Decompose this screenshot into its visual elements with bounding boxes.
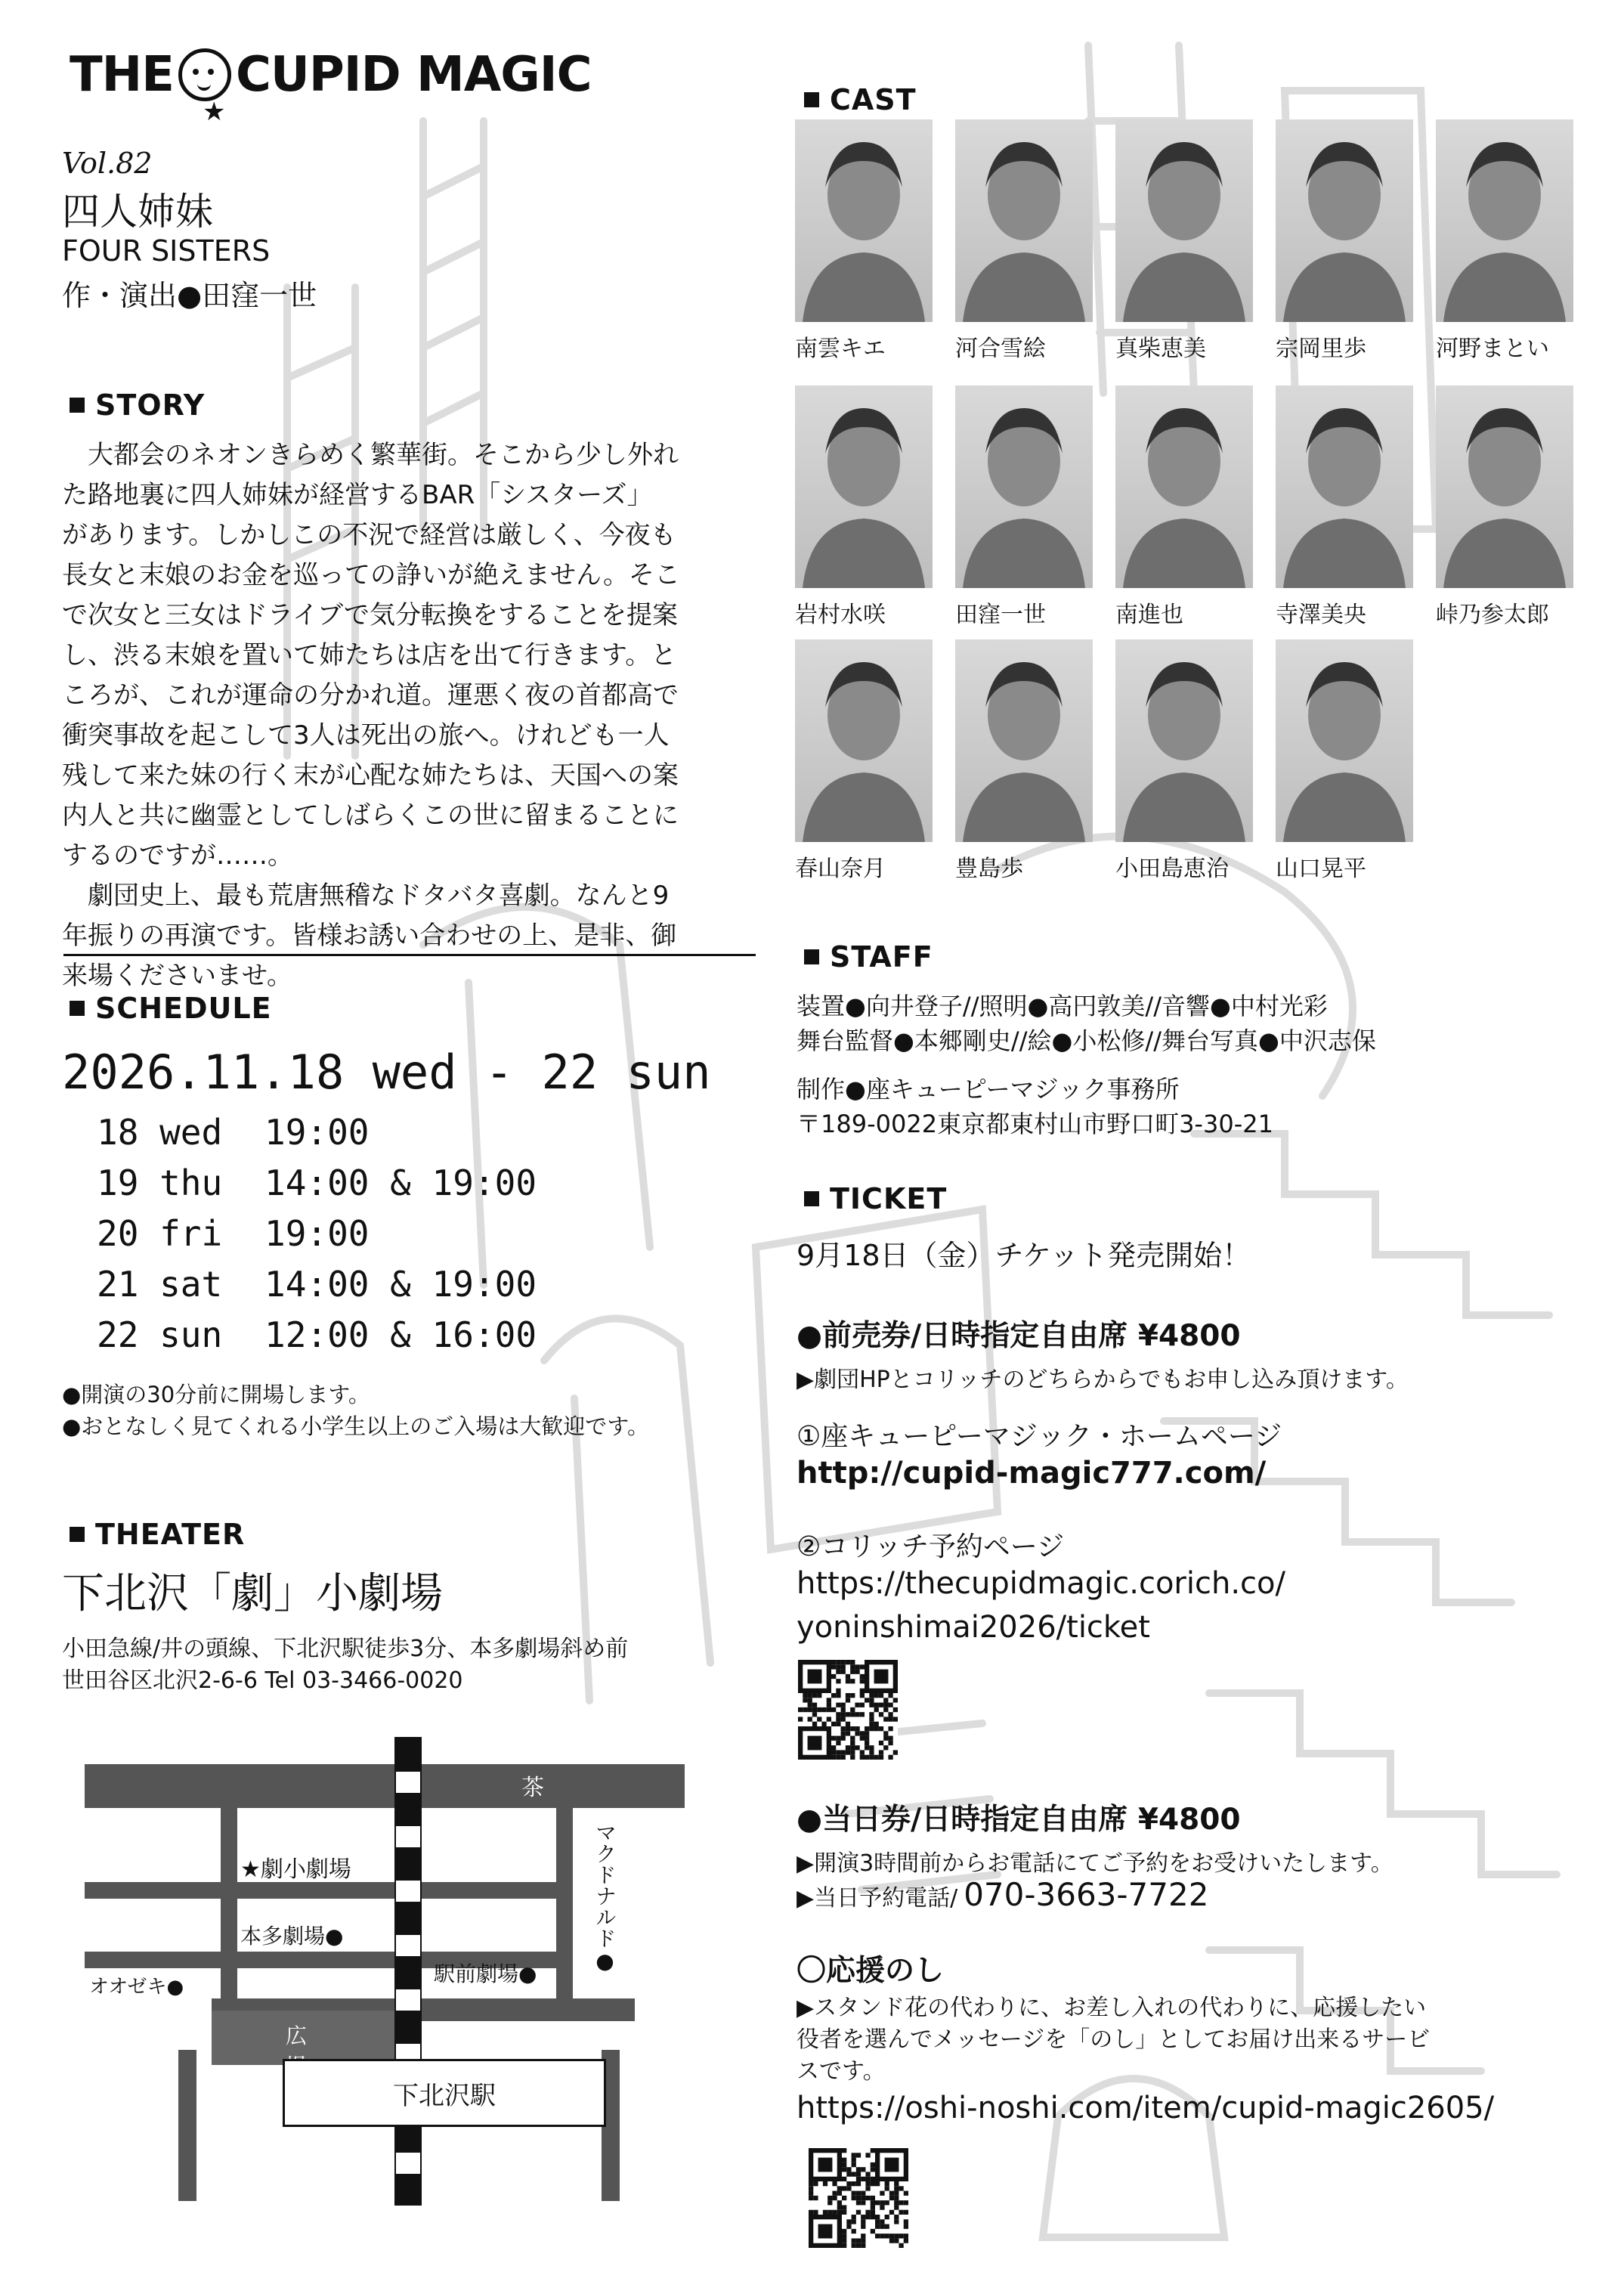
person-silhouette-icon [955, 119, 1093, 322]
corich-qr-code[interactable] [798, 1660, 898, 1760]
cast-member-card [1115, 119, 1253, 363]
staff-line: 〒189-0022東京都東村山市野口町3-30-21 [797, 1110, 1273, 1138]
cast-photo [1276, 385, 1413, 588]
staff-line: 舞台監督●本郷剛史//絵●小松修//舞台写真●中沢志保 [797, 1026, 1376, 1055]
noshi-description [797, 1992, 1430, 2088]
square-bullet-icon [70, 1527, 85, 1542]
cast-member-name: 河野まとい [1436, 336, 1549, 362]
schedule-heading [70, 992, 272, 1025]
map-label-mcd: マクドナルド● [592, 1822, 617, 1974]
corich-label: ②コリッチ予約ページ [797, 1531, 1065, 1562]
cast-photo [1276, 119, 1413, 322]
play-title-jp: 四人姉妹 [62, 190, 213, 234]
advance-ticket-note: ▶劇団HPとコリッチのどちらからでもお申し込み頂けます。 [797, 1367, 1409, 1393]
cast-member-name: 小田島恵治 [1115, 856, 1229, 882]
cast-member-card [795, 119, 933, 363]
theater-address: 世田谷区北沢2-6-6 Tel 03-3466-0020 [62, 1667, 463, 1694]
cast-member-name: 真柴恵美 [1115, 336, 1206, 362]
square-bullet-icon [70, 1001, 85, 1016]
story-line: 劇団史上、最も荒唐無稽なドタバタ喜劇。なんと9 [88, 881, 670, 911]
schedule-times: 19:00 [264, 1111, 370, 1153]
door-phone-number[interactable]: 070-3663-7722 [964, 1876, 1209, 1913]
story-heading [70, 389, 205, 422]
cast-member-name: 春山奈月 [795, 856, 886, 882]
ticket-release: 9月18日（金）チケット発売開始！ [797, 1239, 1251, 1272]
map-label-oozeki: オオゼキ● [89, 1976, 184, 1998]
schedule-row [97, 1107, 537, 1157]
story-line: 衝突事故を起こして3人は死出の旅へ。けれども一人 [62, 720, 670, 751]
theater-heading-label: THEATER [95, 1518, 246, 1551]
noshi-line: ▶スタンド花の代わりに、お差し入れの代わりに、応援したい [797, 1995, 1427, 2021]
story-line: ころが、これが運命の分かれ道。運悪く夜の首都高で [62, 680, 679, 710]
cast-photo [795, 119, 933, 322]
person-silhouette-icon [1115, 119, 1253, 322]
road-chazawa [85, 1764, 685, 1808]
story-line: 来場くださいませ。 [62, 961, 292, 991]
corich-url-link-2[interactable]: yoninshimai2026/ticket [797, 1610, 1150, 1645]
cast-photo [1115, 119, 1253, 322]
schedule-table [97, 1107, 537, 1360]
hp-url-link[interactable]: http://cupid-magic777.com/ [797, 1456, 1267, 1491]
cast-heading [804, 83, 917, 116]
story-line: するのですが……。 [62, 841, 293, 871]
door-phone-row [797, 1876, 1208, 1913]
cast-photo [955, 639, 1093, 842]
schedule-times: 19:00 [264, 1212, 370, 1254]
schedule-row [97, 1309, 537, 1360]
cast-member-card [955, 639, 1093, 883]
cast-photo [955, 119, 1093, 322]
noshi-line: 役者を選んでメッセージを「のし」としてお届け出来るサービ [797, 2026, 1431, 2053]
square-bullet-icon [804, 92, 819, 107]
person-silhouette-icon [1115, 385, 1253, 588]
cast-member-card [1276, 119, 1413, 363]
person-silhouette-icon [955, 639, 1093, 842]
person-silhouette-icon [1436, 385, 1573, 588]
cast-member-name: 南雲キエ [795, 336, 886, 362]
baby-face-icon [178, 48, 231, 101]
ticket-heading [804, 1182, 947, 1215]
story-line: 残して来た妹の行く末が心配な姉たちは、天国への案 [62, 760, 679, 791]
story-line: た路地裏に四人姉妹が経営するBAR「シスターズ」 [62, 480, 653, 510]
cast-photo [1436, 119, 1573, 322]
noshi-qr-code[interactable] [809, 2148, 908, 2248]
cast-photo [1276, 639, 1413, 842]
cast-member-card [1115, 385, 1253, 629]
advance-ticket-title: ●前売券/日時指定自由席 ¥4800 [797, 1319, 1241, 1353]
cast-photo [795, 639, 933, 842]
story-line: があります。しかしこの不況で経営は厳しく、今夜も [62, 520, 676, 550]
cast-photo [795, 385, 933, 588]
person-silhouette-icon [1276, 119, 1413, 322]
map-label-station: 下北沢駅 [393, 2080, 496, 2111]
square-bullet-icon [804, 1191, 819, 1206]
cast-member-name: 宗岡里歩 [1276, 336, 1366, 362]
person-silhouette-icon [1115, 639, 1253, 842]
play-credit: 作・演出●田窪一世 [62, 279, 317, 312]
cast-member-name: 峠乃参太郎 [1436, 602, 1549, 628]
schedule-row [97, 1258, 537, 1309]
door-phone-label: ▶当日予約電話/ [797, 1885, 958, 1912]
cast-heading-label: CAST [830, 83, 917, 116]
square-bullet-icon [804, 949, 819, 964]
cast-member-name: 河合雪絵 [955, 336, 1046, 362]
noshi-line: スです。 [797, 2058, 886, 2085]
cast-photo [1436, 385, 1573, 588]
schedule-day: 21 sat [97, 1263, 223, 1305]
star-icon: ★ [203, 97, 226, 127]
logo-part-the: THE [70, 47, 174, 103]
cast-member-card [1276, 639, 1413, 883]
cast-member-name: 岩村水咲 [795, 602, 886, 628]
story-line: 大都会のネオンきらめく繁華街。そこから少し外れ [88, 440, 679, 470]
play-title-en: FOUR SISTERS [62, 234, 271, 268]
railway-track [394, 1737, 422, 2206]
schedule-times: 14:00 & 19:00 [264, 1162, 537, 1203]
cast-member-card [1436, 385, 1573, 629]
person-silhouette-icon [1436, 119, 1573, 322]
schedule-note: ●おとなしく見てくれる小学生以上のご入場は大歓迎です。 [62, 1413, 649, 1439]
theater-name: 下北沢「劇」小劇場 [62, 1569, 443, 1618]
road-vertical-left [221, 1808, 237, 2012]
hp-label: ①座キューピーマジック・ホームページ [797, 1421, 1282, 1452]
cast-member-card [1436, 119, 1573, 363]
person-silhouette-icon [795, 639, 933, 842]
section-divider [63, 954, 756, 956]
schedule-heading-label: SCHEDULE [95, 992, 272, 1025]
schedule-times: 14:00 & 19:00 [264, 1263, 537, 1305]
qr-pattern [809, 2148, 908, 2248]
logo-part-cupid-magic: CUPID MAGIC [235, 47, 592, 103]
road-vertical-right [556, 1808, 573, 2012]
cast-member-card [1276, 385, 1413, 629]
schedule-day: 20 fri [97, 1212, 223, 1254]
cast-member-name: 田窪一世 [955, 602, 1046, 628]
cast-photo [1115, 385, 1253, 588]
story-line: し、渋る末娘を置いて姉たちは店を出て行きます。と [62, 640, 677, 670]
staff-heading [804, 940, 933, 974]
cast-photo [955, 385, 1093, 588]
cast-member-name: 豊島歩 [955, 856, 1023, 882]
road-bottom [178, 2050, 196, 2201]
cast-photo [1115, 639, 1253, 842]
schedule-day: 18 wed [97, 1111, 223, 1153]
person-silhouette-icon [1276, 385, 1413, 588]
schedule-notes [62, 1379, 649, 1442]
map-label-ekimae: 駅前劇場● [434, 1961, 537, 1986]
road-label-chazawa: 茶沢通 [521, 1775, 544, 1868]
door-ticket-title: ●当日券/日時指定自由席 ¥4800 [797, 1803, 1241, 1837]
schedule-day: 22 sun [97, 1314, 223, 1355]
cupid-magic-logo [70, 47, 592, 103]
cast-member-card [795, 385, 933, 629]
cast-member-card [795, 639, 933, 883]
staff-line: 装置●向井登子//照明●高円敦美//音響●中村光彩 [797, 992, 1328, 1020]
schedule-day: 19 thu [97, 1162, 223, 1203]
cast-member-name: 寺澤美央 [1276, 602, 1366, 628]
cast-member-card [955, 385, 1093, 629]
schedule-times: 12:00 & 16:00 [264, 1314, 537, 1355]
staff-block [797, 989, 1376, 1141]
cast-member-name: 南進也 [1115, 602, 1183, 628]
road-upper [85, 1882, 561, 1899]
schedule-note: ●開演の30分前に開場します。 [62, 1382, 370, 1407]
map-label-honda: 本多劇場● [240, 1924, 344, 1949]
theater-heading [70, 1518, 245, 1551]
qr-pattern [798, 1660, 898, 1760]
map-label-plaza: 広 [286, 2023, 308, 2048]
schedule-row [97, 1208, 537, 1258]
station-box [283, 2059, 606, 2127]
staff-line: 制作●座キューピーマジック事務所 [797, 1075, 1180, 1104]
volume-label: Vol.82 [62, 147, 153, 180]
map-label-theater: ★劇小劇場 [240, 1856, 351, 1883]
theater-access: 小田急線/井の頭線、下北沢駅徒歩3分、本多劇場斜め前 [62, 1636, 629, 1662]
noshi-title: 〇応援のし [797, 1954, 945, 1988]
door-ticket-note: ▶開演3時間前からお電話にてご予約をお受けいたします。 [797, 1850, 1394, 1877]
story-heading-label: STORY [95, 389, 206, 422]
cast-member-name: 山口晃平 [1276, 856, 1366, 882]
person-silhouette-icon [1276, 639, 1413, 842]
person-silhouette-icon [795, 119, 933, 322]
schedule-range: 2026.11.18 wed - 22 sun [62, 1045, 711, 1100]
story-line: 内人と共に幽霊としてしばらくこの世に留まることに [62, 800, 679, 831]
schedule-row [97, 1157, 537, 1208]
noshi-url-link[interactable]: https://oshi-noshi.com/item/cupid-magic2605/ [797, 2091, 1495, 2125]
cast-member-card [1115, 639, 1253, 883]
story-line: 年振りの再演です。皆様お誘い合わせの上、是非、御 [62, 921, 677, 951]
cast-member-card [955, 119, 1093, 363]
story-line: 長女と末娘のお金を巡っての諍いが絶えません。そこ [62, 560, 681, 590]
staff-heading-label: STAFF [830, 940, 933, 974]
story-text [62, 435, 765, 996]
story-line: で次女と三女はドライブで気分転換をすることを提案 [62, 600, 678, 630]
person-silhouette-icon [955, 385, 1093, 588]
ticket-heading-label: TICKET [830, 1182, 948, 1215]
corich-url-link[interactable]: https://thecupidmagic.corich.co/ [797, 1566, 1285, 1601]
person-silhouette-icon [795, 385, 933, 588]
square-bullet-icon [70, 398, 85, 413]
